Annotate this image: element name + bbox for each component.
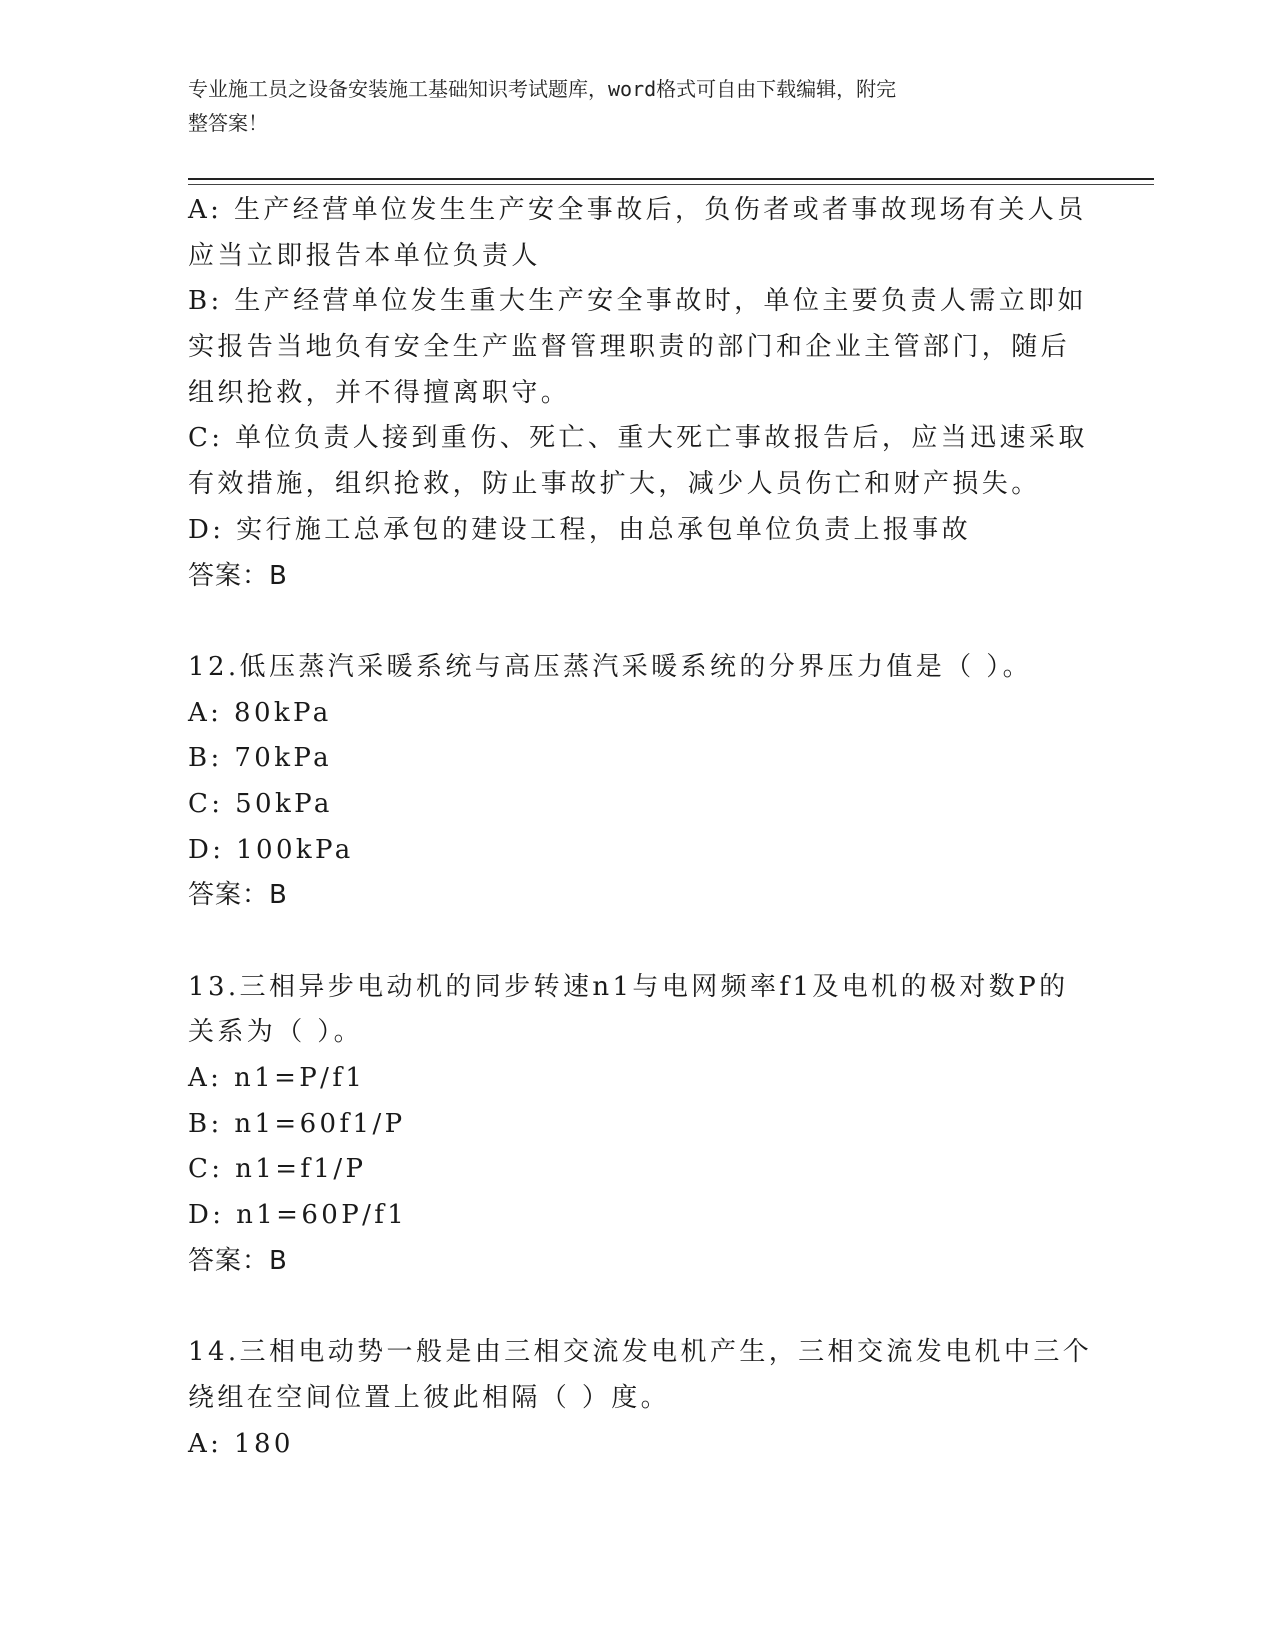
header-line-1: 专业施工员之设备安装施工基础知识考试题库，word格式可自由下载编辑，附完: [188, 77, 897, 101]
q13-option-d: D: n1=60P/f1: [188, 1200, 408, 1231]
q12-question: 12.低压蒸汽采暖系统与高压蒸汽采暖系统的分界压力值是（ ）。: [188, 651, 1033, 682]
q13-question-line-1: 13.三相异步电动机的同步转速n1与电网频率f1及电机的极对数P的: [188, 971, 1069, 1002]
q11-option-c-line-1: C: 单位负责人接到重伤、死亡、重大死亡事故报告后，应当迅速采取: [188, 423, 1088, 454]
q13-question-line-2: 关系为（ ）。: [188, 1017, 364, 1048]
question-content: [188, 188, 1093, 1467]
q11-option-b-line-2: 实报告当地负有安全生产监督管理职责的部门和企业主管部门，随后: [188, 332, 1071, 363]
spacer: [188, 599, 1088, 645]
header-line-2: 整答案！: [188, 111, 268, 135]
q13-option-b: B: n1=60f1/P: [188, 1108, 406, 1139]
q11-option-d-line-1: D: 实行施工总承包的建设工程，由总承包单位负责上报事故: [188, 514, 972, 545]
question-14: [188, 1330, 1093, 1467]
question-13: [188, 965, 1088, 1285]
question-11-options: [188, 188, 1088, 599]
header-divider-thick: [188, 178, 1154, 180]
q11-option-a-line-2: 应当立即报告本单位负责人: [188, 240, 541, 271]
q11-option-c-line-2: 有效措施，组织抢救，防止事故扩大，减少人员伤亡和财产损失。: [188, 469, 1041, 500]
q11-answer: 答案：B: [188, 560, 288, 591]
q13-option-c: C: n1=f1/P: [188, 1154, 367, 1185]
spacer: [188, 919, 1088, 965]
q12-option-d: D: 100kPa: [188, 834, 354, 865]
document-header: [188, 72, 1068, 140]
q12-option-b: B: 70kPa: [188, 743, 332, 774]
q12-option-a: A: 80kPa: [188, 697, 332, 728]
q13-answer: 答案：B: [188, 1245, 288, 1276]
q14-option-a: A: 180: [188, 1428, 294, 1459]
q11-option-b-line-1: B: 生产经营单位发生重大生产安全事故时，单位主要负责人需立即如: [188, 286, 1087, 317]
q11-option-b-line-3: 组织抢救，并不得擅离职守。: [188, 377, 571, 408]
header-divider-thin: [188, 184, 1154, 185]
q12-option-c: C: 50kPa: [188, 788, 333, 819]
q11-option-a-line-1: A: 生产经营单位发生生产安全事故后，负伤者或者事故现场有关人员: [188, 195, 1087, 225]
q12-answer: 答案：B: [188, 880, 288, 911]
spacer: [188, 1285, 1088, 1331]
q14-question-line-1: 14.三相电动势一般是由三相交流发电机产生，三相交流发电机中三个: [188, 1337, 1093, 1368]
q14-question-line-2: 绕组在空间位置上彼此相隔（ ）度。: [188, 1382, 671, 1413]
q13-option-a: A: n1=P/f1: [188, 1063, 366, 1094]
question-12: [188, 645, 1088, 919]
